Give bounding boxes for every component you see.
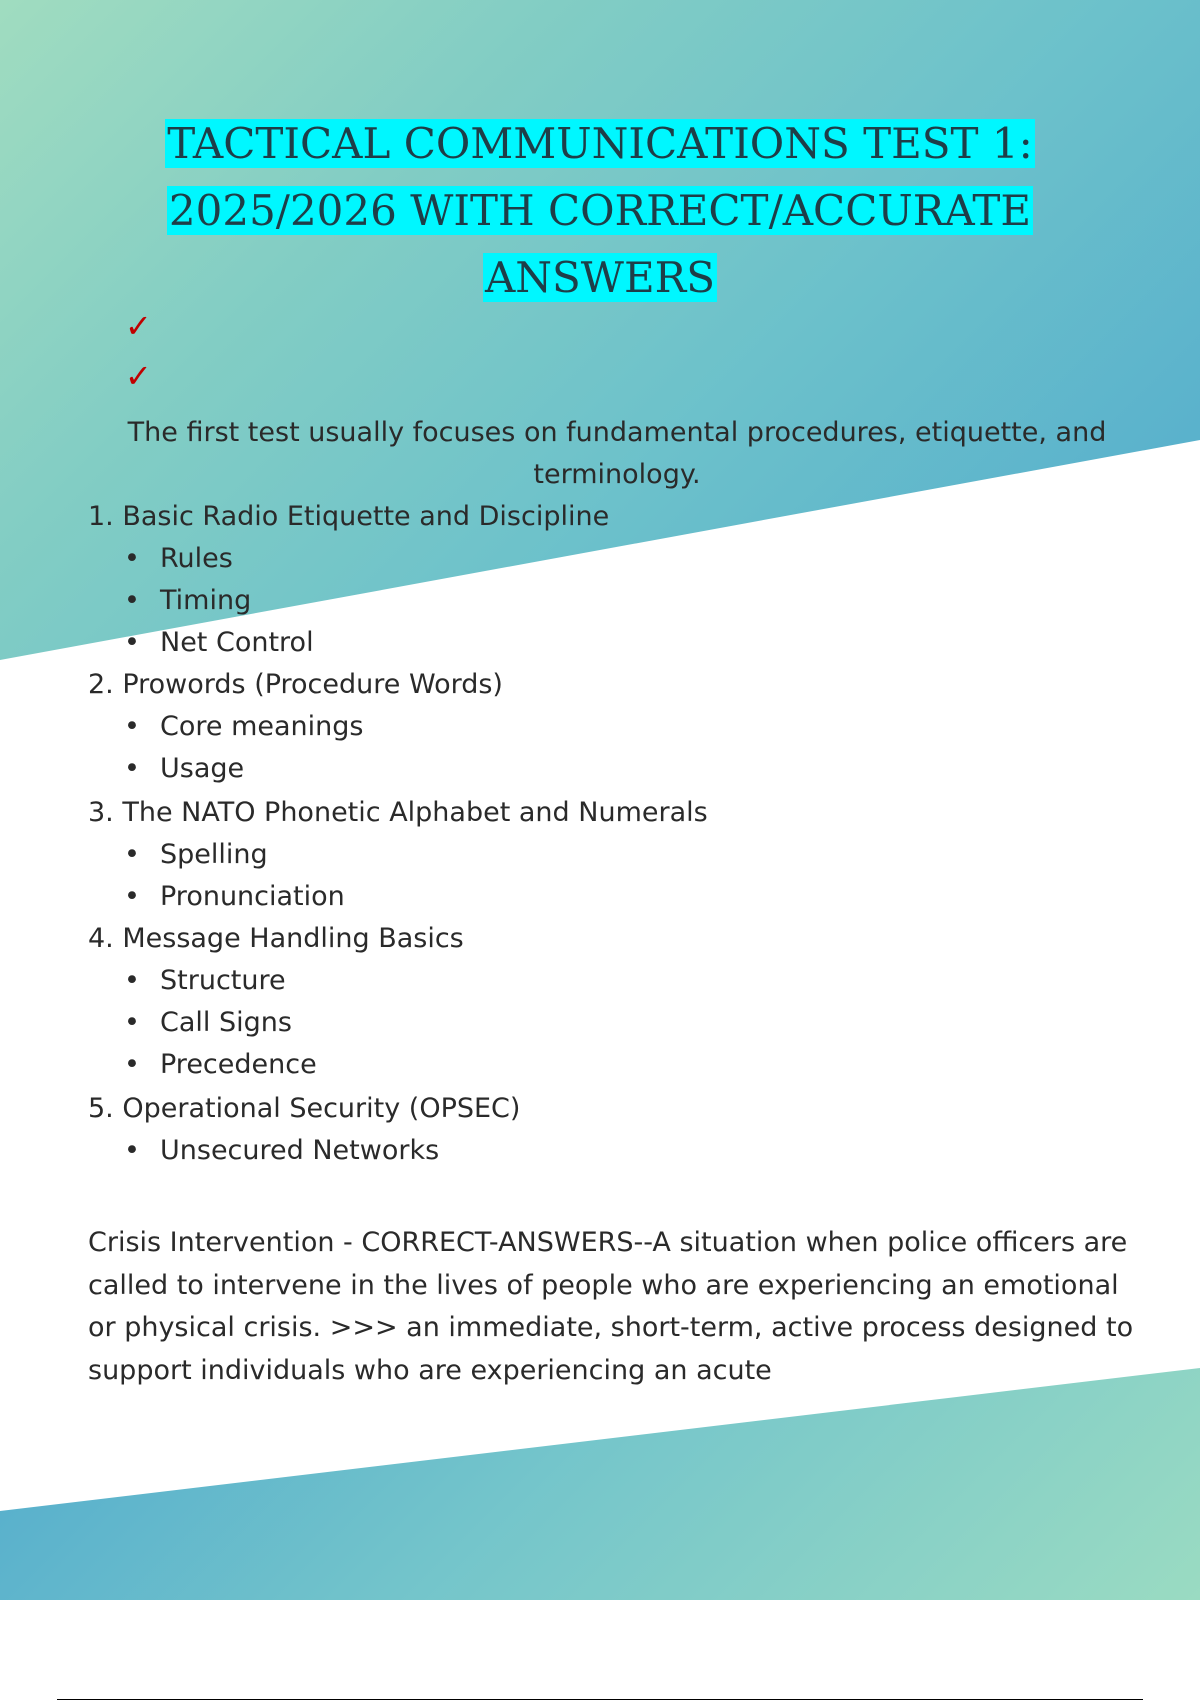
checkmark-icon: ✓	[125, 307, 152, 345]
subitem-label: Unsecured Networks	[160, 1135, 440, 1166]
topic-subitem	[88, 706, 1128, 748]
subitem-label: Call Signs	[160, 1007, 292, 1038]
bullet-icon: •	[124, 839, 140, 870]
bullet-icon: •	[124, 881, 140, 912]
subitem-label: Rules	[160, 543, 233, 574]
subitem-label: Structure	[160, 965, 286, 996]
checkmark-icon: ✓	[125, 357, 152, 395]
title-line-2: 2025/2026 WITH CORRECT/ACCURATE	[168, 186, 1032, 235]
bullet-icon: •	[124, 1049, 140, 1080]
topic-subitem	[88, 876, 1128, 918]
topic-outline	[88, 496, 1128, 1172]
bullet-icon: •	[124, 585, 140, 616]
topic-subitem	[88, 960, 1128, 1002]
topic-heading: 4. Message Handling Basics	[88, 923, 464, 954]
topic-subitem	[88, 622, 1128, 664]
subitem-label: Timing	[160, 585, 252, 616]
intro-paragraph: The first test usually focuses on fundamental procedures, etiquette, and terminology.	[127, 417, 1107, 490]
subitem-label: Usage	[160, 753, 245, 784]
bullet-icon: •	[124, 753, 140, 784]
topic-heading: 3. The NATO Phonetic Alphabet and Numerals	[88, 797, 708, 828]
topic-subitem	[88, 580, 1128, 622]
bullet-icon: •	[124, 965, 140, 996]
topic-heading: 2. Prowords (Procedure Words)	[88, 669, 503, 700]
subitem-label: Precedence	[160, 1049, 317, 1080]
topic-heading: 1. Basic Radio Etiquette and Discipline	[88, 501, 610, 532]
title-line-3: ANSWERS	[484, 253, 716, 302]
topic-subitem	[88, 1044, 1128, 1086]
topic-subitem	[88, 538, 1128, 580]
title-line-1: TACTICAL COMMUNICATIONS TEST 1:	[167, 119, 1033, 168]
answer-paragraph: Crisis Intervention - CORRECT-ANSWERS--A situation when police officers are called to intervene in the lives of people who are experiencing an emotional or physical crisis. >>> an immediate, short-term, active process designed to support individuals who are experiencing an acute	[88, 1227, 1134, 1386]
document-title	[100, 110, 1100, 311]
subitem-label: Net Control	[160, 627, 314, 658]
topic-subitem	[88, 748, 1128, 790]
bullet-icon: •	[124, 711, 140, 742]
subitem-label: Core meanings	[160, 711, 364, 742]
bullet-icon: •	[124, 627, 140, 658]
topic-heading: 5. Operational Security (OPSEC)	[88, 1093, 521, 1124]
topic-subitem	[88, 1002, 1128, 1044]
bullet-icon: •	[124, 543, 140, 574]
bullet-icon: •	[124, 1135, 140, 1166]
subitem-label: Pronunciation	[160, 881, 345, 912]
topic-subitem	[88, 1130, 1128, 1172]
bullet-icon: •	[124, 1007, 140, 1038]
subitem-label: Spelling	[160, 839, 268, 870]
bottom-gradient-band	[0, 1368, 1200, 1600]
topic-subitem	[88, 834, 1128, 876]
